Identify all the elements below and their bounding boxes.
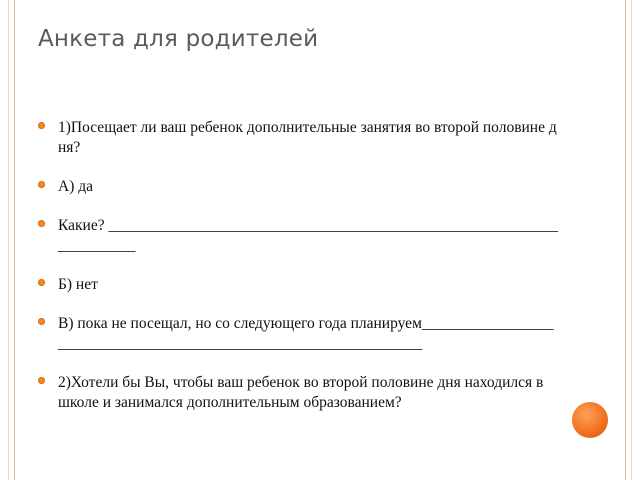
bullet-icon: [38, 377, 45, 384]
bullet-icon: [38, 122, 45, 129]
list-item-text: Какие? ____________________________________________________________________: [58, 217, 558, 254]
list-item-answer-b: [38, 275, 558, 295]
list-item-text: 2)Хотели бы Вы, чтобы ваш ребенок во второй половине дня находился в школе и занимался дополнительным образованием?: [58, 374, 544, 411]
bullet-icon: [38, 181, 45, 188]
list-item-answer-a: [38, 177, 558, 197]
list-item-question-2: [38, 373, 558, 413]
slide-title: Анкета для родителей: [38, 26, 319, 52]
list-item-which: [38, 216, 558, 256]
list-item-question-1: [38, 118, 558, 158]
list-item-text: В) пока не посещал, но со следующего года планируем________________________________________________________________: [58, 315, 554, 352]
bullet-icon: [38, 279, 45, 286]
list-item-text: Б) нет: [58, 276, 98, 293]
bullet-icon: [38, 220, 45, 227]
list-item-text: А) да: [58, 178, 93, 195]
bullet-list: [38, 118, 558, 432]
bullet-icon: [38, 318, 45, 325]
list-item-answer-v: [38, 314, 558, 354]
decorative-circle-icon: [572, 402, 608, 438]
list-item-text: 1)Посещает ли ваш ребенок дополнительные занятия во второй половине дня?: [58, 119, 557, 156]
